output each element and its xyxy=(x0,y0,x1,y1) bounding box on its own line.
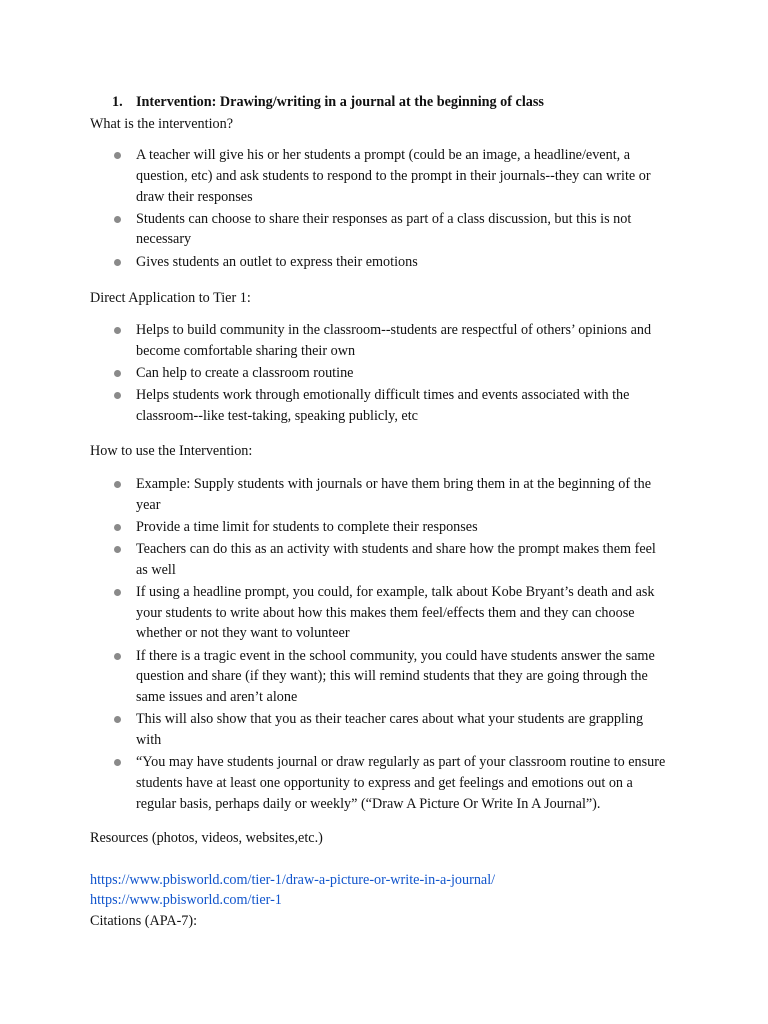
bullet-icon xyxy=(114,370,121,377)
list-item: Provide a time limit for students to complete their responses xyxy=(0,517,668,538)
list-direct-application xyxy=(0,320,768,428)
list-item: If using a headline prompt, you could, for example, talk about Kobe Bryant’s death and ask your students to write about how this makes them feel/effects them and they can choose whether or not they want to volunteer xyxy=(0,582,668,644)
list-item: Example: Supply students with journals or have them bring them in at the beginning of the year xyxy=(0,474,668,516)
list-item: This will also show that you as their teacher cares about what your students are grappling with xyxy=(0,709,668,751)
heading-text: Intervention: Drawing/writing in a journal at the beginning of class xyxy=(136,94,544,110)
list-item: If there is a tragic event in the school community, you could have students answer the same question and share (if they want); this will remind students that they are going through the same issues and aren’t alone xyxy=(0,646,668,708)
bullet-icon xyxy=(114,759,121,766)
bullet-icon xyxy=(114,392,121,399)
bullet-icon xyxy=(114,653,121,660)
list-item: Helps to build community in the classroom--students are respectful of others’ opinions and become comfortable sharing their own xyxy=(0,320,668,362)
list-what-is xyxy=(0,145,768,274)
section-label-direct-application: Direct Application to Tier 1: xyxy=(90,290,251,306)
bullet-icon xyxy=(114,259,121,266)
list-item: Students can choose to share their responses as part of a class discussion, but this is not necessary xyxy=(0,209,668,251)
resource-link-journal[interactable]: https://www.pbisworld.com/tier-1/draw-a-picture-or-write-in-a-journal/ xyxy=(90,872,496,888)
list-item: Helps students work through emotionally difficult times and events associated with the classroom--like test-taking, speaking publicly, etc xyxy=(0,385,668,427)
list-how-to-use xyxy=(0,474,768,816)
list-item: “You may have students journal or draw regularly as part of your classroom routine to ensure students have at least one opportunity to express and get feelings and emotions out on a regular basis, perhaps daily or weekly” (“Draw A Picture Or Write In A Journal”). xyxy=(0,752,668,814)
list-item: A teacher will give his or her students a prompt (could be an image, a headline/event, a question, etc) and ask students to respond to the prompt in their journals--they can write or draw their responses xyxy=(0,145,668,207)
list-item: Gives students an outlet to express their emotions xyxy=(0,252,668,273)
bullet-icon xyxy=(114,589,121,596)
resources-label: Resources (photos, videos, websites,etc.) xyxy=(90,830,323,846)
list-item: Teachers can do this as an activity with students and share how the prompt makes them feel as well xyxy=(0,539,668,581)
intervention-heading xyxy=(112,92,544,112)
bullet-icon xyxy=(114,481,121,488)
section-label-how-to-use: How to use the Intervention: xyxy=(90,443,253,459)
bullet-icon xyxy=(114,546,121,553)
resource-link-tier-1[interactable]: https://www.pbisworld.com/tier-1 xyxy=(90,892,282,908)
section-label-what-is: What is the intervention? xyxy=(90,116,234,132)
list-item: Can help to create a classroom routine xyxy=(0,363,668,384)
heading-number: 1. xyxy=(112,94,123,110)
bullet-icon xyxy=(114,524,121,531)
bullet-icon xyxy=(114,216,121,223)
bullet-icon xyxy=(114,327,121,334)
citations-label: Citations (APA-7): xyxy=(90,913,198,929)
bullet-icon xyxy=(114,716,121,723)
bullet-icon xyxy=(114,152,121,159)
